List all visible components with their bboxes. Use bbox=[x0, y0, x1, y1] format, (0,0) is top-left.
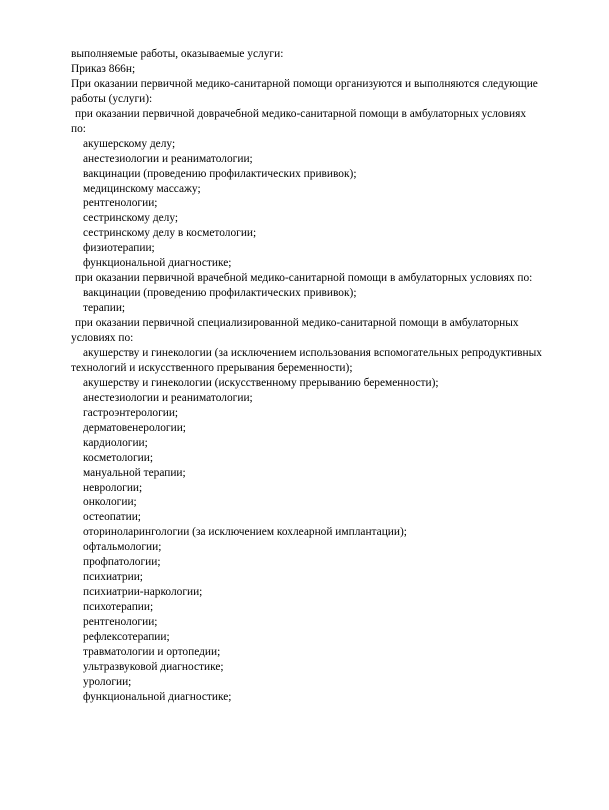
list-item: физиотерапии; bbox=[83, 242, 155, 254]
list-item: мануальной терапии; bbox=[83, 467, 186, 479]
list-item: вакцинации (проведению профилактических прививок); bbox=[83, 287, 357, 299]
text-line: технологий и искусственного прерывания беременности); bbox=[71, 362, 353, 374]
text-line: по: bbox=[71, 123, 86, 135]
list-item: сестринскому делу; bbox=[83, 212, 179, 224]
list-item: травматологии и ортопедии; bbox=[83, 646, 221, 658]
list-item: психиатрии; bbox=[83, 571, 143, 583]
list-item: профпатологии; bbox=[83, 556, 161, 568]
list-item: вакцинации (проведению профилактических прививок); bbox=[83, 168, 357, 180]
text-line: при оказании первичной специализированной медико-санитарной помощи в амбулаторных bbox=[75, 317, 519, 329]
list-item: функциональной диагностике; bbox=[83, 257, 232, 269]
list-item: онкологии; bbox=[83, 496, 137, 508]
list-item: терапии; bbox=[83, 302, 126, 314]
list-item: остеопатии; bbox=[83, 511, 141, 523]
list-item: акушерству и гинекологии (искусственному прерыванию беременности); bbox=[83, 377, 439, 389]
list-item: рентгенологии; bbox=[83, 616, 158, 628]
text-line: При оказании первичной медико-санитарной помощи организуются и выполняются следующие bbox=[71, 78, 538, 90]
list-item: оториноларингологии (за исключением кохлеарной имплантации); bbox=[83, 526, 407, 538]
list-item: дерматовенерологии; bbox=[83, 422, 186, 434]
text-line: работы (услуги): bbox=[71, 93, 153, 105]
text-line: условиях по: bbox=[71, 332, 134, 344]
list-item: анестезиологии и реаниматологии; bbox=[83, 392, 253, 404]
list-item: неврологии; bbox=[83, 482, 143, 494]
list-item: кардиологии; bbox=[83, 437, 148, 449]
text-line: при оказании первичной врачебной медико-санитарной помощи в амбулаторных условиях по: bbox=[75, 272, 533, 284]
list-item: гастроэнтерологии; bbox=[83, 407, 179, 419]
list-item: медицинскому массажу; bbox=[83, 183, 201, 195]
list-item: акушерству и гинекологии (за исключением использования вспомогательных репродуктивных bbox=[83, 347, 542, 359]
list-item: функциональной диагностике; bbox=[83, 691, 232, 703]
list-item: сестринскому делу в косметологии; bbox=[83, 227, 257, 239]
list-item: ультразвуковой диагностике; bbox=[83, 661, 224, 673]
list-item: психиатрии-наркологии; bbox=[83, 586, 203, 598]
list-item: урологии; bbox=[83, 676, 132, 688]
text-line: выполняемые работы, оказываемые услуги: bbox=[71, 48, 284, 60]
list-item: акушерскому делу; bbox=[83, 138, 176, 150]
list-item: офтальмологии; bbox=[83, 541, 162, 553]
list-item: рентгенологии; bbox=[83, 197, 158, 209]
list-item: психотерапии; bbox=[83, 601, 154, 613]
list-item: рефлексотерапии; bbox=[83, 631, 170, 643]
list-item: косметологии; bbox=[83, 452, 154, 464]
text-line: при оказании первичной доврачебной медико-санитарной помощи в амбулаторных условиях bbox=[75, 108, 527, 120]
list-item: анестезиологии и реаниматологии; bbox=[83, 153, 253, 165]
text-line: Приказ 866н; bbox=[71, 63, 136, 75]
